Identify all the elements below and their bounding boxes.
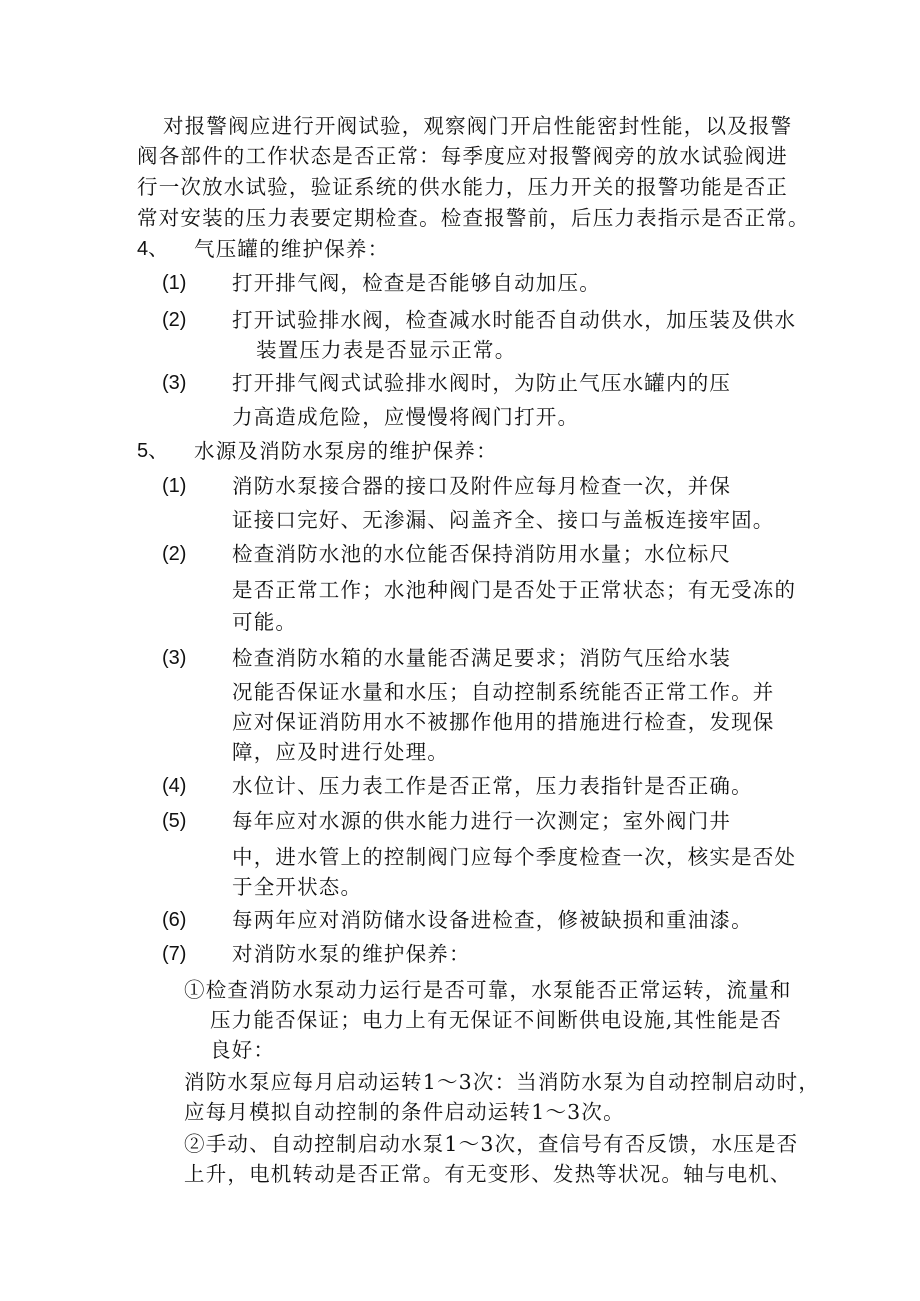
intro-line-3: 行一次放水试验，验证系统的供水能力，压力开关的报警功能是否正	[137, 175, 788, 199]
section5-item1-number: (1)	[162, 475, 187, 497]
section5-item2-number: (2)	[162, 543, 187, 565]
section4-item1-line-1: 打开排气阀，检查是否能够自动加压。	[232, 271, 601, 295]
pump-note-line-2: 应每月模拟自动控制的条件启动运转1～3次。	[184, 1100, 625, 1124]
section4-item3-line-2: 力高造成危险，应慢慢将阀门打开。	[232, 405, 580, 429]
section5-item5-line-1: 每年应对水源的供水能力进行一次测定；室外阀门井	[232, 809, 732, 833]
section5-heading: 水源及消防水泵房的维护保养：	[194, 439, 498, 463]
section5-item7-number: (7)	[162, 943, 187, 965]
pump-point1-line-2: 压力能否保证；电力上有无保证不间断供电设施,其性能是否	[210, 1008, 782, 1032]
section5-item1-line-1: 消防水泵接合器的接口及附件应每月检查一次，并保	[232, 474, 732, 498]
intro-line-1: 对报警阀应进行开阀试验，观察阀门开启性能密封性能，以及报警	[163, 114, 793, 138]
section5-item3-line-4: 障，应及时进行处理。	[232, 740, 449, 764]
pump-point2-line-2: 上升，电机转动是否正常。有无变形、发热等状况。轴与电机、	[184, 1162, 792, 1186]
section4-item1-number: (1)	[162, 272, 187, 294]
intro-line-4: 常对安装的压力表要定期检查。检查报警前，后压力表指示是否正常。	[137, 206, 810, 230]
section5-item4-line-1: 水位计、压力表工作是否正常，压力表指针是否正确。	[232, 774, 753, 798]
section4-item3-number: (3)	[162, 372, 187, 394]
section5-item7-line-1: 对消防水泵的维护保养：	[232, 942, 471, 966]
pump-note-line-1: 消防水泵应每月启动运转1～3次：当消防水泵为自动控制启动时，	[184, 1070, 821, 1094]
section5-item5-line-2: 中，进水管上的控制阀门应每个季度检查一次，核实是否处	[232, 845, 797, 869]
section4-item3-line-1: 打开排气阀式试验排水阀时，为防止气压水罐内的压	[232, 371, 732, 395]
section5-item2-line-1: 检查消防水池的水位能否保持消防用水量；水位标尺	[232, 542, 732, 566]
section4-item2-line-2: 装置压力表是否显示正常。	[256, 338, 517, 362]
section5-number: 5、	[137, 440, 169, 462]
pump-point2-line-1: ②手动、自动控制启动水泵1～3次，查信号有否反馈，水压是否	[184, 1132, 799, 1156]
section5-item2-line-2: 是否正常工作；水池种阀门是否处于正常状态；有无受冻的	[232, 578, 797, 602]
intro-line-2: 阀各部件的工作状态是否正常：每季度应对报警阀旁的放水试验阀进	[137, 144, 788, 168]
section4-item2-line-1: 打开试验排水阀，检查减水时能否自动供水，加压装及供水	[232, 308, 797, 332]
section5-item5-number: (5)	[162, 810, 187, 832]
section5-item3-number: (3)	[162, 647, 187, 669]
section5-item3-line-2: 况能否保证水量和水压；自动控制系统能否正常工作。并	[232, 680, 775, 704]
section5-item6-line-1: 每两年应对消防储水设备进检查，修被缺损和重油漆。	[232, 908, 753, 932]
section5-item3-line-3: 应对保证消防用水不被挪作他用的措施进行检查，发现保	[232, 710, 775, 734]
section5-item5-line-3: 于全开状态。	[232, 875, 363, 899]
section4-heading: 气压罐的维护保养：	[194, 237, 390, 261]
section5-item3-line-1: 检查消防水箱的水量能否满足要求；消防气压给水装	[232, 646, 732, 670]
section4-number: 4、	[137, 238, 169, 260]
pump-point1-line-1: ①检查消防水泵动力运行是否可靠，水泵能否正常运转，流量和	[184, 978, 792, 1002]
section5-item1-line-2: 证接口完好、无渗漏、闷盖齐全、接口与盖板连接牢固。	[232, 508, 775, 532]
pump-point1-line-3: 良好：	[210, 1038, 276, 1062]
section4-item2-number: (2)	[162, 309, 187, 331]
section5-item4-number: (4)	[162, 775, 187, 797]
section5-item6-number: (6)	[162, 909, 187, 931]
section5-item2-line-3: 可能。	[232, 610, 298, 634]
